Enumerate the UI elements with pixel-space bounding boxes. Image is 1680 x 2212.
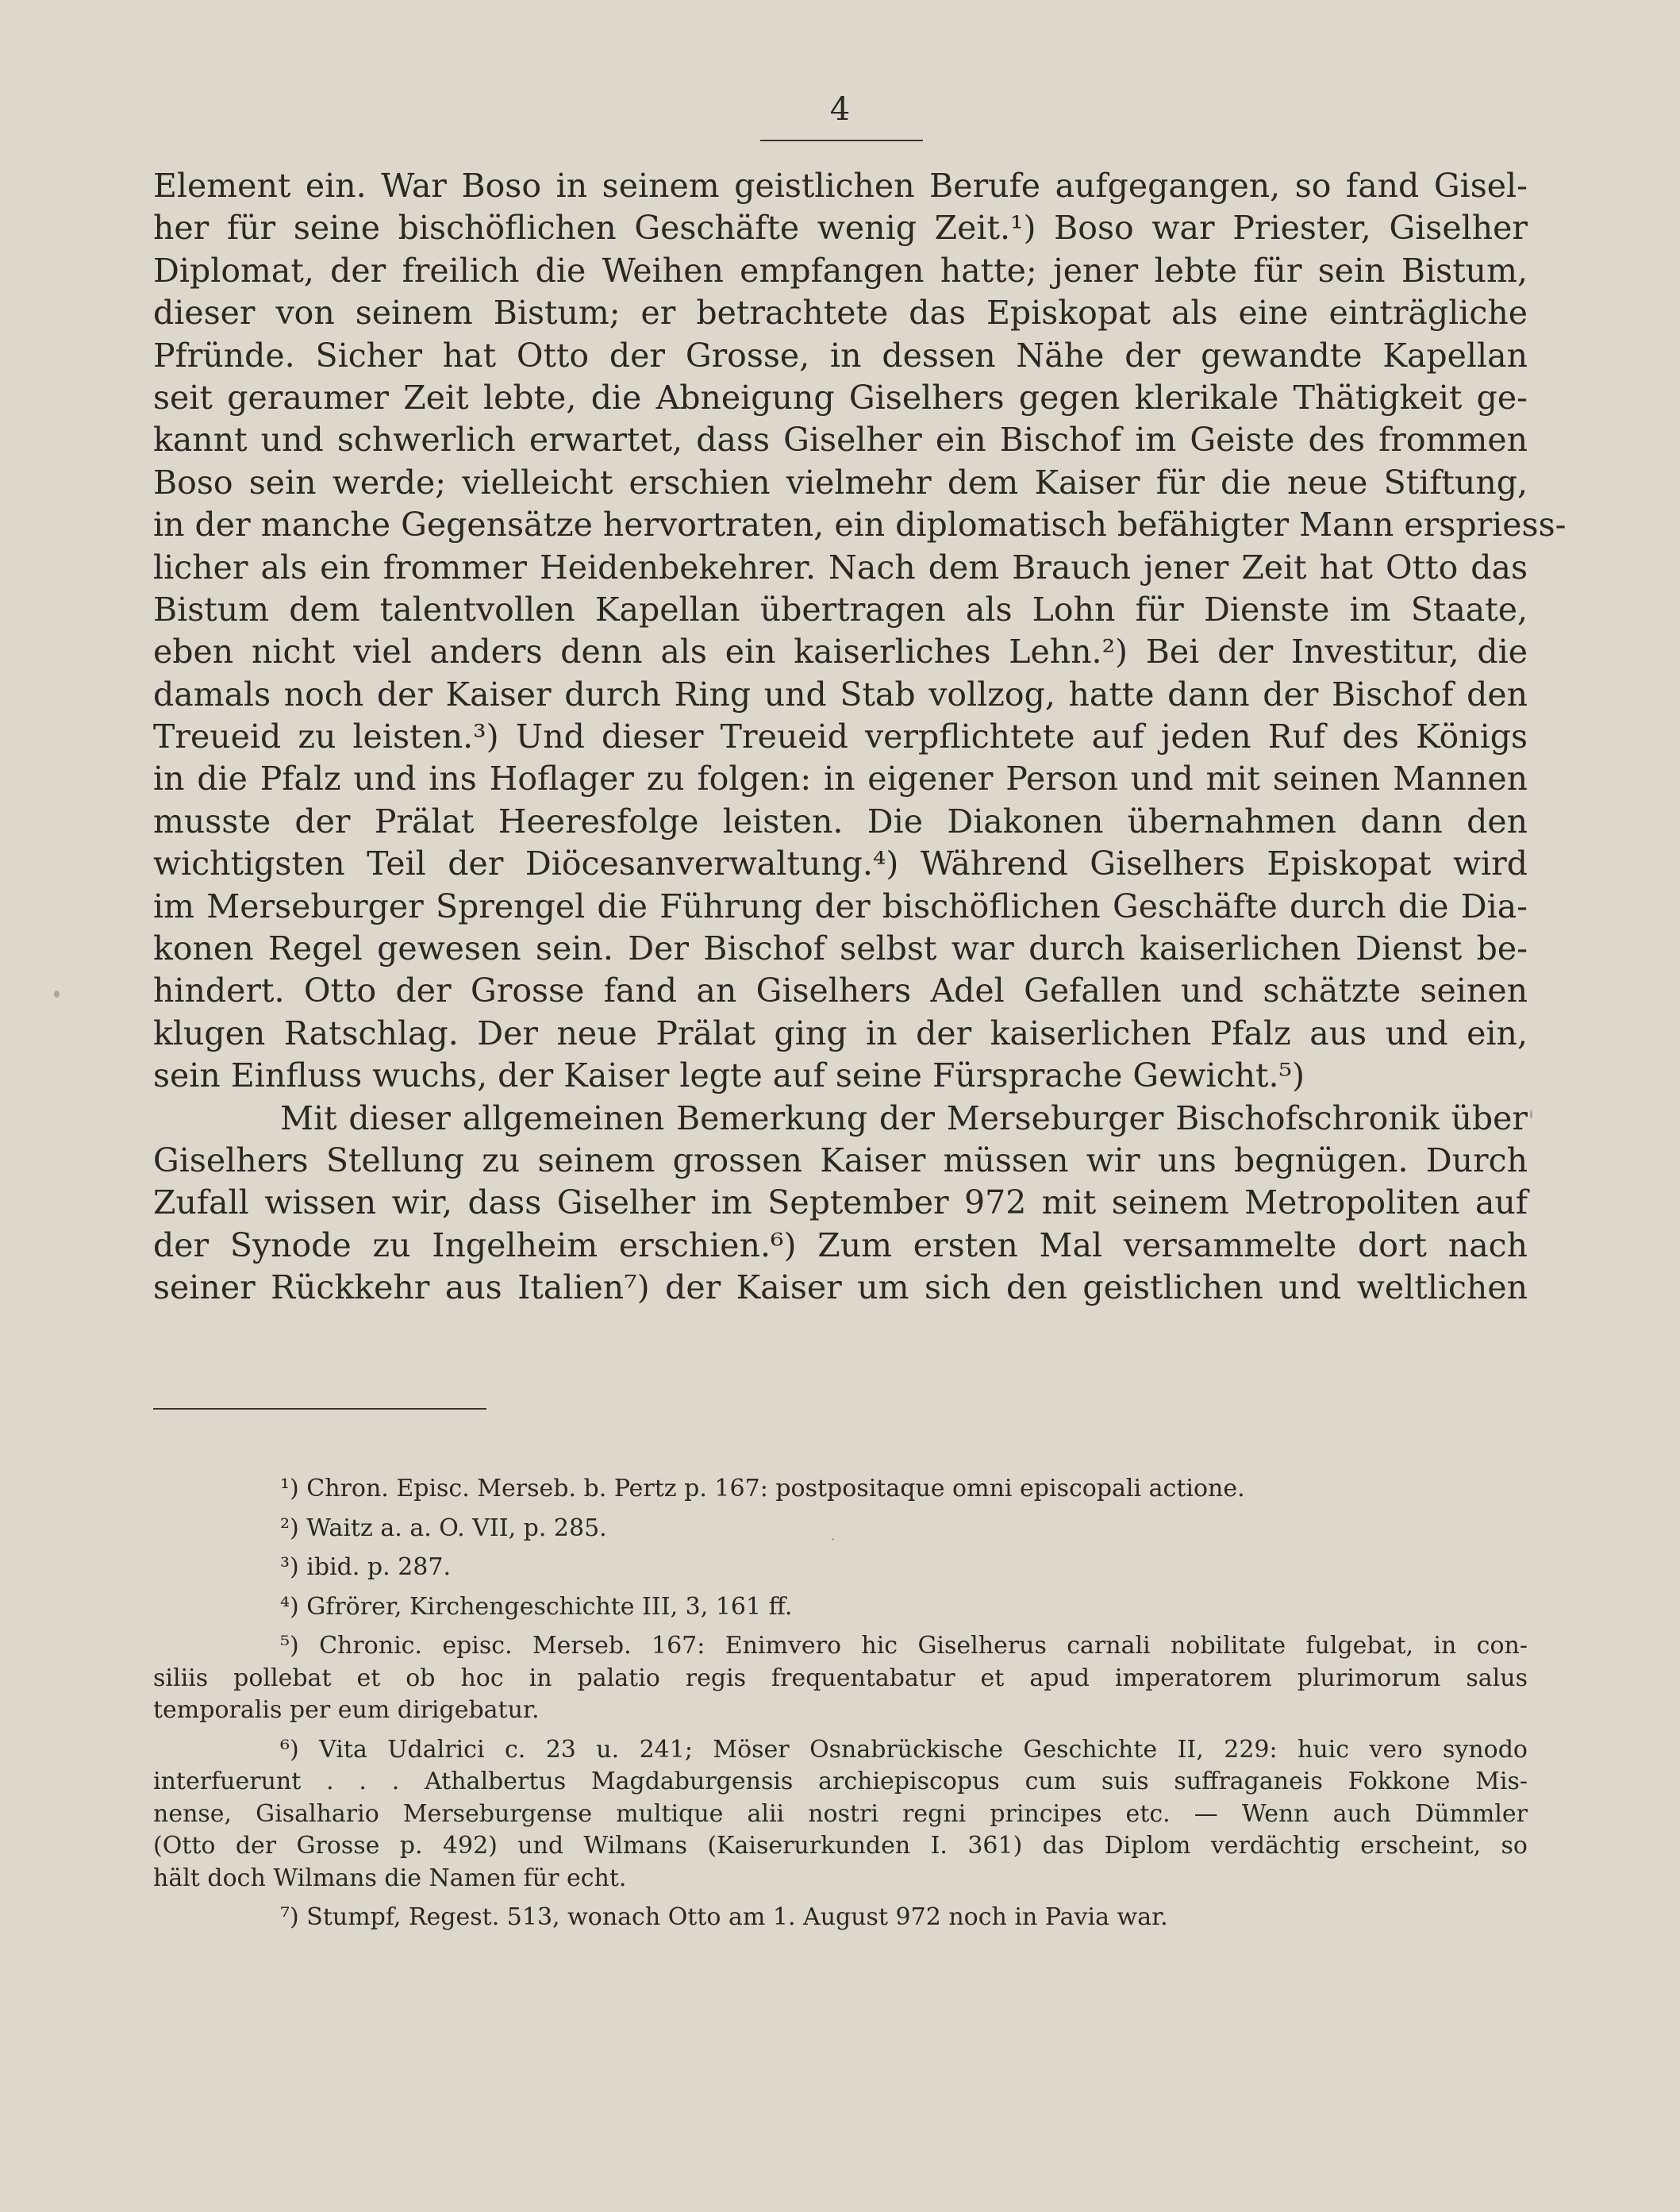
body-line: sein Einfluss wuchs, der Kaiser legte auf seine Fürsprache Gewicht.⁵) [153,1056,1305,1095]
footnote-line: ⁵) Chronic. episc. Merseb. 167: Enimvero hic Giselherus carnali nobilitate fulgebat, in con- [280,1632,1528,1660]
body-line: konen Regel gewesen sein. Der Bischof selbst war durch kaiserlichen Dienst be- [153,929,1528,968]
footnote-line: ³) ibid. p. 287. [280,1553,452,1581]
page-number: 4 [829,91,851,128]
body-line: Pfründe. Sicher hat Otto der Grosse, in dessen Nähe der gewandte Kapellan [153,336,1528,375]
footnote-line: siliis pollebat et ob hoc in palatio regis frequentabatur et apud imperatorem plurimorum salus [153,1664,1528,1692]
body-line: klugen Ratschlag. Der neue Prälat ging in der kaiserlichen Pfalz aus und ein, [153,1014,1528,1052]
body-line: Boso sein werde; vielleicht erschien vielmehr dem Kaiser für die neue Stiftung, [153,463,1528,502]
body-line: Mit dieser allgemeinen Bemerkung der Merseburger Bischofschronik über [280,1098,1528,1137]
footnote-line: temporalis per eum dirigebatur. [153,1696,540,1724]
footnote-line: ¹) Chron. Episc. Merseb. b. Pertz p. 167: postpositaque omni episcopali actione. [280,1475,1245,1502]
body-line: dieser von seinem Bistum; er betrachtete das Episkopat als eine einträgliche [153,294,1528,333]
body-line: Diplomat, der freilich die Weihen empfangen hatte; jener lebte für sein Bistum, [153,251,1528,290]
footnote-4 [153,1591,1528,1624]
body-line: Bistum dem talentvollen Kapellan übertragen als Lohn für Dienste im Staate, [153,590,1528,629]
body-line: musste der Prälat Heeresfolge leisten. Die Diakonen übernahmen dann den [153,802,1528,841]
paper-speck [832,1538,834,1541]
body-line: in die Pfalz und ins Hoflager zu folgen: in eigener Person und mit seinen Mannen [153,760,1528,798]
footnote-3 [153,1552,1528,1584]
footnote-line: (Otto der Grosse p. 492) und Wilmans (Kaiserurkunden I. 361) das Diplom verdächtig erscheint, so [153,1832,1528,1860]
footnote-line: ⁴) Gfrörer, Kirchengeschichte III, 3, 161 ff. [280,1592,793,1621]
body-line: seit geraumer Zeit lebte, die Abneigung Giselhers gegen klerikale Thätigkeit ge- [153,378,1528,417]
header-rule [760,140,923,141]
footnote-2 [153,1513,1528,1545]
footnote-line: hält doch Wilmans die Namen für echt. [153,1864,627,1892]
body-line: Treueid zu leisten.³) Und dieser Treueid verpflichtete auf jeden Ruf des Königs [153,717,1528,756]
body-line: hindert. Otto der Grosse fand an Giselhers Adel Gefallen und schätzte seinen [153,971,1528,1010]
footnote-line: interfuerunt . . . Athalbertus Magdaburgensis archiepiscopus cum suis suffraganeis Fokkone Mis- [153,1768,1528,1795]
body-line: eben nicht viel anders denn als ein kaiserliches Lehn.²) Bei der Investitur, die [153,633,1528,671]
footnote-rule [153,1408,486,1410]
footnote-line: ⁷) Stumpf, Regest. 513, wonach Otto am 1. August 972 noch in Pavia war. [280,1903,1168,1931]
body-line: der Synode zu Ingelheim erschien.⁶) Zum ersten Mal versammelte dort nach [153,1225,1528,1264]
footnote-line: ²) Waitz a. a. O. VII, p. 285. [280,1514,607,1542]
body-line: Giselhers Stellung zu seinem grossen Kaiser müssen wir uns begnügen. Durch [153,1141,1528,1179]
paper-speck [1530,1110,1532,1119]
footnote-5 [153,1630,1528,1727]
body-text [153,165,1567,1310]
footnote-7 [153,1902,1528,1934]
body-line: licher als ein frommer Heidenbekehrer. Nach dem Brauch jener Zeit hat Otto das [153,548,1528,587]
footnotes [153,1473,1528,1941]
body-line: seiner Rückkehr aus Italien⁷) der Kaiser um sich den geistlichen und weltlichen [153,1268,1528,1307]
body-line: her für seine bischöflichen Geschäfte wenig Zeit.¹) Boso war Priester, Giselher [153,209,1528,248]
body-line: im Merseburger Sprengel die Führung der bischöflichen Geschäfte durch die Dia- [153,887,1528,925]
body-line: Zufall wissen wir, dass Giselher im September 972 mit seinem Metropoliten auf [153,1183,1528,1222]
body-line: kannt und schwerlich erwartet, dass Giselher ein Bischof im Geiste des frommen [153,421,1528,460]
footnote-1 [153,1473,1528,1506]
footnote-line: nense, Gisalhario Merseburgense multique alii nostri regni principes etc. — Wenn auch Dümmler [153,1799,1528,1828]
footnote-6 [153,1734,1528,1895]
paper-speck [54,991,60,998]
body-line: damals noch der Kaiser durch Ring und Stab vollzog, hatte dann der Bischof den [153,675,1528,714]
footnote-line: ⁶) Vita Udalrici c. 23 u. 241; Möser Osnabrückische Geschichte II, 229: huic vero synodo [280,1735,1528,1764]
body-line: in der manche Gegensätze hervortraten, ein diplomatisch befähigter Mann erspriess- [153,506,1567,544]
body-line: wichtigsten Teil der Diöcesanverwaltung.⁴) Während Giselhers Episkopat wird [153,844,1528,883]
body-line: Element ein. War Boso in seinem geistlichen Berufe aufgegangen, so fand Gisel- [153,167,1528,205]
